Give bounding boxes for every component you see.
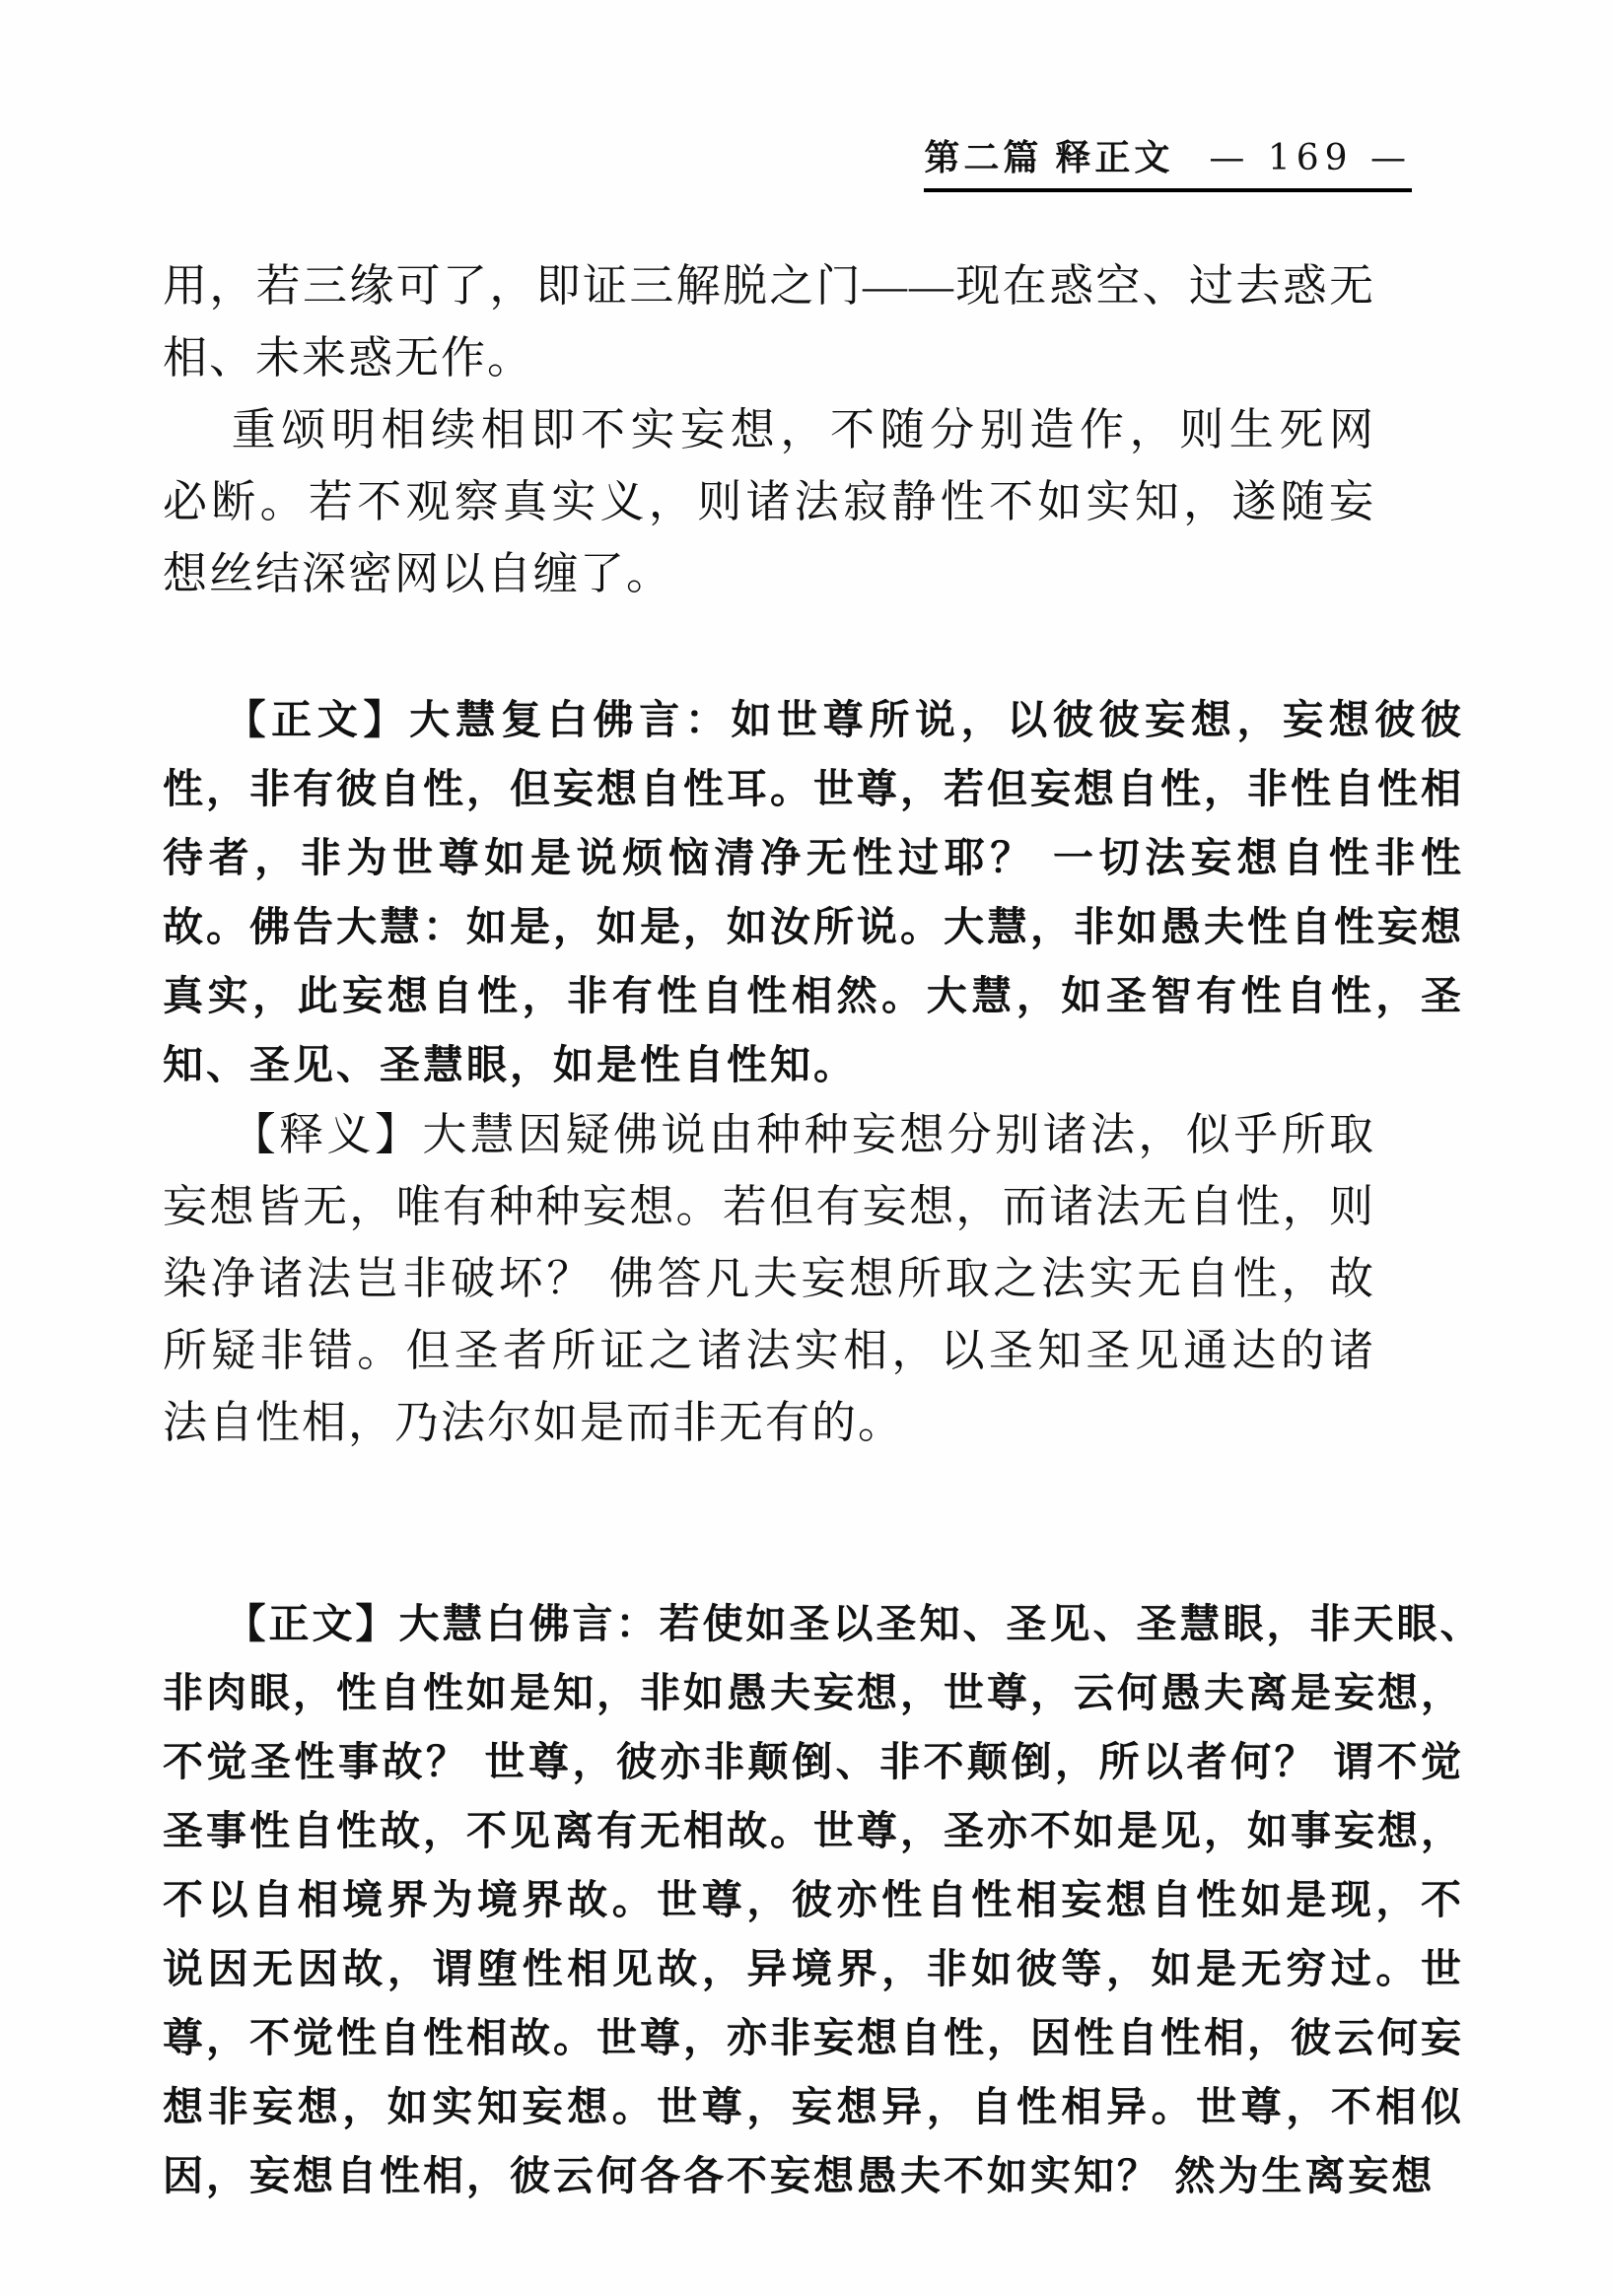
text-line: 故。佛告大慧：如是，如是，如汝所说。大慧，非如愚夫性自性妄想 (163, 904, 1464, 949)
text-line: 知、圣见、圣慧眼，如是性自性知。 (163, 1042, 857, 1087)
explanation-paragraph (163, 1099, 1375, 1459)
text-line: 非肉眼，性自性如是知，非如愚夫妄想，世尊，云何愚夫离是妄想， (163, 1670, 1464, 1715)
text-line: 【释义】大慧因疑佛说由种种妄想分别诸法，似乎所取 (231, 1110, 1375, 1159)
text-line: 待者，非为世尊如是说烦恼清净无性过耶？ 一切法妄想自性非性 (163, 835, 1464, 880)
text-line: 重颂明相续相即不实妄想，不随分别造作，则生死网 (231, 405, 1375, 454)
text-line: 圣事性自性故，不见离有无相故。世尊，圣亦不如是见，如事妄想， (163, 1808, 1464, 1853)
text-line: 想丝结深密网以自缠了。 (163, 549, 673, 598)
text-line: 妄想皆无，唯有种种妄想。若但有妄想，而诸法无自性，则 (163, 1182, 1375, 1231)
sutra-text-paragraph (163, 685, 1464, 1099)
text-line: 染净诸法岂非破坏？ 佛答凡夫妄想所取之法实无自性，故 (163, 1254, 1375, 1303)
text-line: 不以自相境界为境界故。世尊，彼亦性自性相妄想自性如是现，不 (163, 1877, 1464, 1922)
text-line: 必断。若不观察真实义，则诸法寂静性不如实知，遂随妄 (163, 477, 1375, 526)
page-body (163, 250, 1484, 2210)
running-header (924, 138, 1412, 192)
page-number: — 169 — (1209, 138, 1412, 178)
text-line: 【正文】大慧白佛言：若使如圣以圣知、圣见、圣慧眼，非天眼、 (225, 1601, 1484, 1646)
text-line: 相、未来惑无作。 (163, 333, 534, 383)
section-title: 第二篇 释正文 (924, 138, 1174, 177)
text-line: 性，非有彼自性，但妄想自性耳。世尊，若但妄想自性，非性自性相 (163, 766, 1464, 811)
text-line: 用，若三缘可了，即证三解脱之门——现在惑空、过去惑无 (163, 261, 1375, 311)
commentary-continuation-paragraph (163, 250, 1375, 394)
text-line: 因，妄想自性相，彼云何各各不妄想愚夫不如实知？ 然为生离妄想 (163, 2153, 1436, 2198)
sutra-text-paragraph (163, 1589, 1484, 2210)
text-line: 尊，不觉性自性相故。世尊，亦非妄想自性，因性自性相，彼云何妄 (163, 2015, 1464, 2060)
text-line: 说因无因故，谓堕性相见故，异境界，非如彼等，如是无穷过。世 (163, 1946, 1464, 1991)
text-line: 想非妄想，如实知妄想。世尊，妄想异，自性相异。世尊，不相似 (163, 2084, 1464, 2129)
text-line: 所疑非错。但圣者所证之诸法实相，以圣知圣见通达的诸 (163, 1326, 1375, 1375)
commentary-paragraph (163, 394, 1375, 610)
text-line: 真实，此妄想自性，非有性自性相然。大慧，如圣智有性自性，圣 (163, 973, 1464, 1018)
text-line: 【正文】大慧复白佛言：如世尊所说，以彼彼妄想，妄想彼彼 (225, 697, 1464, 742)
text-line: 不觉圣性事故？ 世尊，彼亦非颠倒、非不颠倒，所以者何？ 谓不觉 (163, 1739, 1464, 1784)
text-line: 法自性相，乃法尔如是而非无有的。 (163, 1398, 905, 1447)
